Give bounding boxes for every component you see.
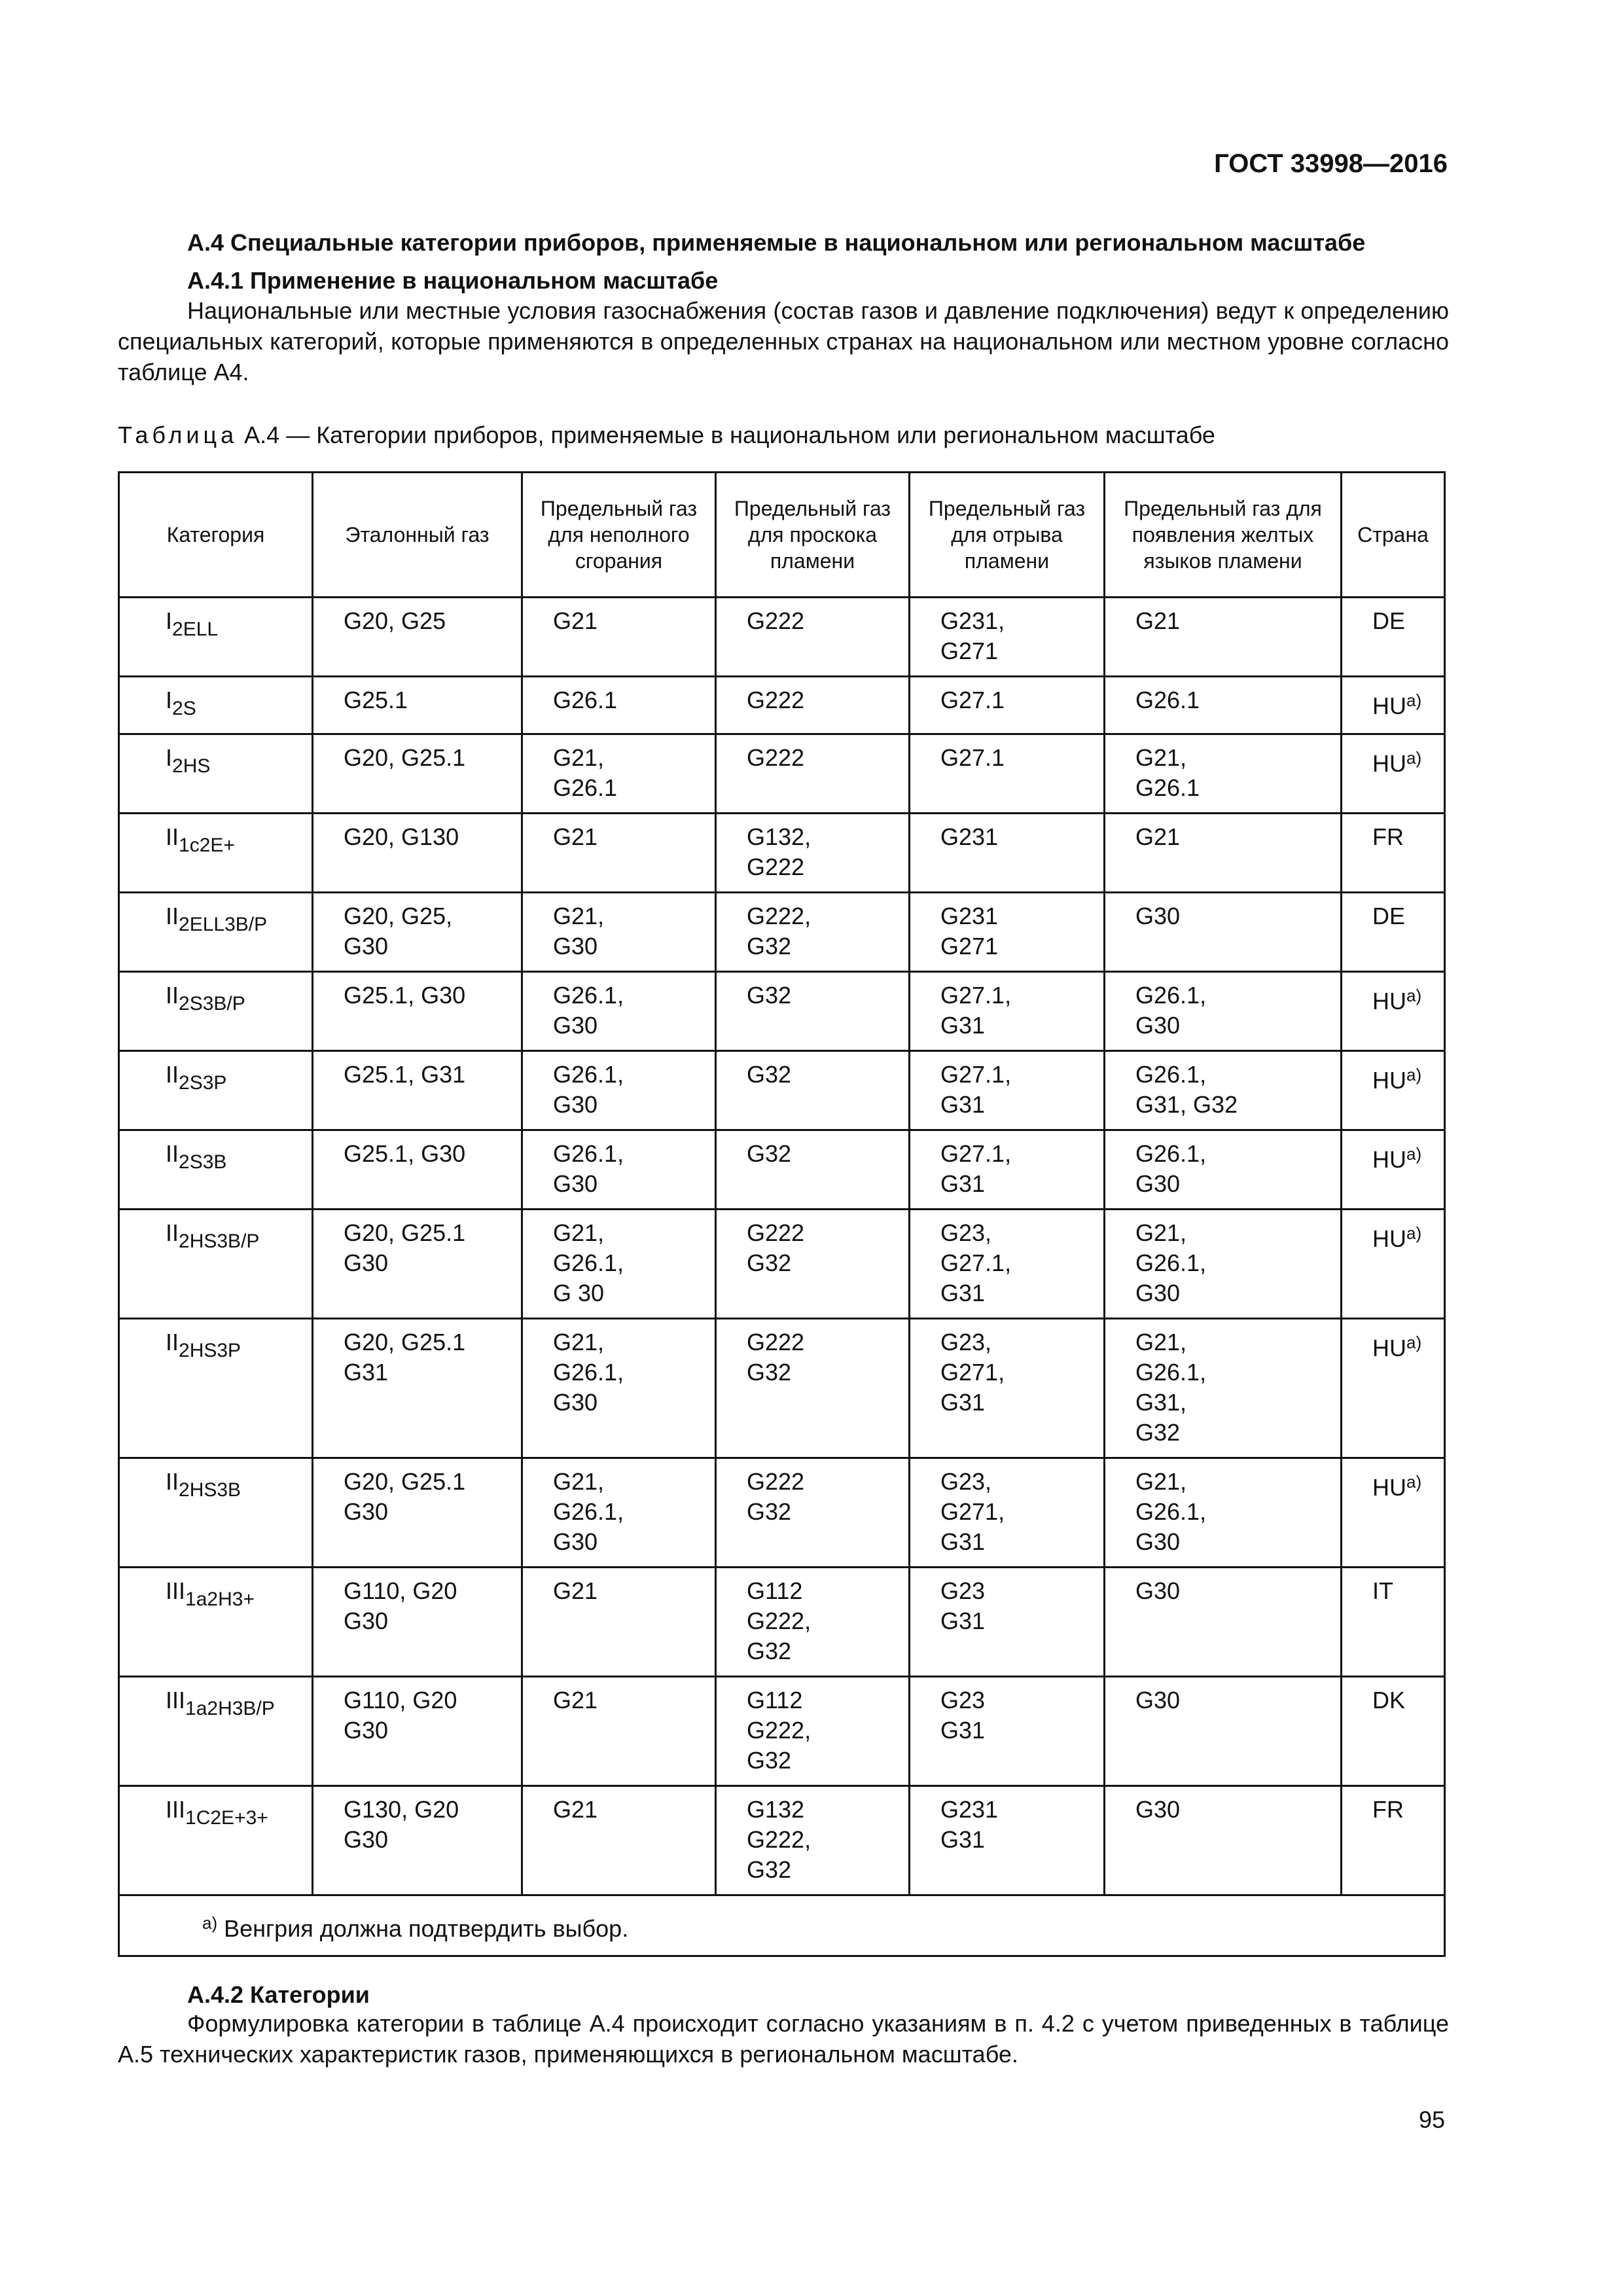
cell-light-back: G222 xyxy=(716,734,910,814)
cell-yellow-tipping: G21, G26.1, G30 xyxy=(1105,1210,1342,1319)
section-a42-heading: А.4.2 Категории xyxy=(187,1981,370,2008)
cell-country xyxy=(1342,1786,1445,1895)
cell-light-back: G132, G222 xyxy=(716,814,910,893)
cell-country xyxy=(1342,734,1445,814)
cell-light-back: G222 xyxy=(716,677,910,734)
cell-reference-gas: G20, G25.1 xyxy=(313,734,522,814)
cell-yellow-tipping: G21 xyxy=(1105,814,1342,893)
cell-flame-lift: G231 G31 xyxy=(910,1786,1105,1895)
header-incomplete-combustion: Предельный газ для неполного сгорания xyxy=(522,473,716,598)
cell-light-back: G32 xyxy=(716,972,910,1051)
table-note-row xyxy=(119,1895,1445,1956)
cell-light-back: G222, G32 xyxy=(716,893,910,972)
cell-yellow-tipping: G21, G26.1, G31, G32 xyxy=(1105,1319,1342,1458)
header-yellow-tipping: Предельный газ для появления желтых языков пламени xyxy=(1105,473,1342,598)
cell-category xyxy=(119,893,313,972)
category-main: II xyxy=(166,1219,179,1246)
cell-reference-gas: G25.1, G31 xyxy=(313,1051,522,1130)
table-caption-word: Таблица xyxy=(118,422,238,448)
category-subscript: 2S xyxy=(172,698,196,719)
category-main: I xyxy=(166,687,173,713)
cell-incomplete-combustion: G26.1, G30 xyxy=(522,1051,716,1130)
cell-incomplete-combustion: G21, G30 xyxy=(522,893,716,972)
table-header-row xyxy=(119,473,1445,598)
cell-country xyxy=(1342,814,1445,893)
cell-yellow-tipping: G30 xyxy=(1105,1786,1342,1895)
cell-category xyxy=(119,972,313,1051)
cell-country xyxy=(1342,1210,1445,1319)
country-code: DE xyxy=(1372,607,1406,634)
cell-yellow-tipping: G26.1, G31, G32 xyxy=(1105,1051,1342,1130)
footnote-marker: a) xyxy=(1406,748,1422,768)
category-subscript: 1C2E+3+ xyxy=(185,1807,268,1829)
note-marker: a) xyxy=(202,1912,218,1933)
cell-yellow-tipping: G30 xyxy=(1105,893,1342,972)
cell-reference-gas: G20, G25, G30 xyxy=(313,893,522,972)
cell-reference-gas: G25.1 xyxy=(313,677,522,734)
country-code: DE xyxy=(1372,903,1406,929)
table-row xyxy=(119,598,1445,677)
table-row xyxy=(119,814,1445,893)
table-row xyxy=(119,734,1445,814)
category-main: I xyxy=(166,744,173,771)
table-row xyxy=(119,1319,1445,1458)
category-main: II xyxy=(166,823,179,850)
cell-country xyxy=(1342,1319,1445,1458)
country-code: HU xyxy=(1372,1146,1406,1173)
category-main: II xyxy=(166,1468,179,1495)
cell-category xyxy=(119,734,313,814)
cell-yellow-tipping: G21 xyxy=(1105,598,1342,677)
categories-table xyxy=(118,471,1446,1957)
table-caption xyxy=(118,420,1449,450)
table-note xyxy=(119,1895,1445,1956)
category-subscript: 2S3P xyxy=(179,1072,227,1094)
cell-country xyxy=(1342,1677,1445,1786)
footnote-marker: a) xyxy=(1406,691,1422,710)
category-main: III xyxy=(166,1687,186,1713)
table-row xyxy=(119,1786,1445,1895)
cell-incomplete-combustion: G21 xyxy=(522,1568,716,1677)
cell-category xyxy=(119,1319,313,1458)
header-country: Страна xyxy=(1342,473,1445,598)
cell-reference-gas: G130, G20 G30 xyxy=(313,1786,522,1895)
country-code: IT xyxy=(1372,1577,1393,1604)
cell-flame-lift: G27.1, G31 xyxy=(910,1051,1105,1130)
table-row xyxy=(119,1677,1445,1786)
footnote-marker: a) xyxy=(1406,1333,1422,1352)
cell-light-back: G222 G32 xyxy=(716,1319,910,1458)
cell-country xyxy=(1342,972,1445,1051)
country-code: DK xyxy=(1372,1687,1406,1713)
section-a42-paragraph: Формулировка категории в таблице А.4 происходит согласно указаниям в п. 4.2 с учетом приведенных в таблице А.5 технических характеристик газов, применяющихся в региональном масштабе. xyxy=(118,2010,1449,2068)
header-flame-lift: Предельный газ для отрыва пламени xyxy=(910,473,1105,598)
category-subscript: 2HS3P xyxy=(179,1340,241,1361)
cell-yellow-tipping: G21, G26.1, G30 xyxy=(1105,1458,1342,1568)
cell-reference-gas: G20, G25.1 G30 xyxy=(313,1210,522,1319)
cell-category xyxy=(119,1677,313,1786)
category-subscript: 1a2H3B/P xyxy=(185,1698,275,1719)
cell-light-back: G222 G32 xyxy=(716,1458,910,1568)
cell-country xyxy=(1342,1130,1445,1210)
note-text: Венгрия должна подтвердить выбор. xyxy=(217,1914,629,1942)
cell-light-back: G32 xyxy=(716,1130,910,1210)
cell-flame-lift: G23, G271, G31 xyxy=(910,1458,1105,1568)
cell-reference-gas: G25.1, G30 xyxy=(313,1130,522,1210)
table-row xyxy=(119,1568,1445,1677)
cell-incomplete-combustion: G21 xyxy=(522,814,716,893)
cell-flame-lift: G27.1, G31 xyxy=(910,1130,1105,1210)
category-main: III xyxy=(166,1796,186,1823)
cell-category xyxy=(119,1458,313,1568)
cell-yellow-tipping: G26.1, G30 xyxy=(1105,1130,1342,1210)
cell-reference-gas: G25.1, G30 xyxy=(313,972,522,1051)
cell-flame-lift: G231 xyxy=(910,814,1105,893)
table-row xyxy=(119,893,1445,972)
cell-reference-gas: G110, G20 G30 xyxy=(313,1568,522,1677)
cell-flame-lift: G231 G271 xyxy=(910,893,1105,972)
header-light-back: Предельный газ для проскока пламени xyxy=(716,473,910,598)
cell-incomplete-combustion: G26.1, G30 xyxy=(522,972,716,1051)
footnote-marker: a) xyxy=(1406,1223,1422,1243)
cell-category xyxy=(119,1130,313,1210)
cell-category xyxy=(119,1210,313,1319)
cell-yellow-tipping: G26.1, G30 xyxy=(1105,972,1342,1051)
country-code: HU xyxy=(1372,1067,1406,1094)
category-main: II xyxy=(166,903,179,929)
cell-flame-lift: G27.1 xyxy=(910,734,1105,814)
footnote-marker: a) xyxy=(1406,1472,1422,1492)
cell-incomplete-combustion: G21, G26.1, G 30 xyxy=(522,1210,716,1319)
table-row xyxy=(119,972,1445,1051)
country-code: FR xyxy=(1372,1796,1404,1823)
category-main: II xyxy=(166,1329,179,1355)
header-category: Категория xyxy=(119,473,313,598)
cell-flame-lift: G23 G31 xyxy=(910,1568,1105,1677)
section-a4-heading: А.4 Специальные категории приборов, применяемые в национальном или региональном масштабе xyxy=(187,229,1366,256)
header-reference-gas: Эталонный газ xyxy=(313,473,522,598)
table-row xyxy=(119,1130,1445,1210)
cell-incomplete-combustion: G21 xyxy=(522,598,716,677)
category-main: I xyxy=(166,607,173,634)
cell-light-back: G222 G32 xyxy=(716,1210,910,1319)
cell-reference-gas: G20, G25.1 G31 xyxy=(313,1319,522,1458)
country-code: HU xyxy=(1372,692,1406,719)
footnote-marker: a) xyxy=(1406,1065,1422,1085)
table-row xyxy=(119,677,1445,734)
category-subscript: 2HS3B xyxy=(179,1479,241,1501)
cell-reference-gas: G20, G130 xyxy=(313,814,522,893)
table-row xyxy=(119,1051,1445,1130)
country-code: HU xyxy=(1372,1225,1406,1252)
category-main: II xyxy=(166,1061,179,1088)
footnote-marker: a) xyxy=(1406,1144,1422,1164)
category-subscript: 1a2H3+ xyxy=(185,1588,255,1610)
country-code: HU xyxy=(1372,988,1406,1014)
category-subscript: 2S3B xyxy=(179,1151,227,1173)
category-subscript: 1c2E+ xyxy=(179,834,235,856)
section-a41-paragraph: Национальные или местные условия газоснабжения (состав газов и давление подключения) ведут к определению специальных категорий, которые применяются в определенных странах на национальном или местном уровне согласно таблице А4. xyxy=(118,297,1449,386)
cell-yellow-tipping: G30 xyxy=(1105,1568,1342,1677)
cell-incomplete-combustion: G26.1 xyxy=(522,677,716,734)
category-main: III xyxy=(166,1577,186,1604)
cell-yellow-tipping: G30 xyxy=(1105,1677,1342,1786)
table-body xyxy=(119,598,1445,1895)
cell-country xyxy=(1342,598,1445,677)
cell-category xyxy=(119,1786,313,1895)
cell-country xyxy=(1342,1458,1445,1568)
cell-light-back: G112 G222, G32 xyxy=(716,1677,910,1786)
country-code: HU xyxy=(1372,750,1406,777)
category-subscript: 2HS3B/P xyxy=(179,1230,260,1252)
category-subscript: 2HS xyxy=(172,755,211,777)
document-id: ГОСТ 33998—2016 xyxy=(1214,149,1448,178)
table-caption-text: А.4 — Категории приборов, применяемые в национальном или региональном масштабе xyxy=(238,422,1215,448)
cell-category xyxy=(119,1051,313,1130)
country-code: HU xyxy=(1372,1335,1406,1361)
cell-category xyxy=(119,598,313,677)
cell-incomplete-combustion: G21, G26.1, G30 xyxy=(522,1458,716,1568)
cell-yellow-tipping: G21, G26.1 xyxy=(1105,734,1342,814)
category-main: II xyxy=(166,982,179,1009)
cell-incomplete-combustion: G21, G26.1 xyxy=(522,734,716,814)
category-main: II xyxy=(166,1140,179,1167)
cell-country xyxy=(1342,1568,1445,1677)
table-row xyxy=(119,1210,1445,1319)
cell-flame-lift: G231, G271 xyxy=(910,598,1105,677)
category-subscript: 2ELL3B/P xyxy=(179,914,268,935)
cell-incomplete-combustion: G26.1, G30 xyxy=(522,1130,716,1210)
cell-incomplete-combustion: G21, G26.1, G30 xyxy=(522,1319,716,1458)
cell-flame-lift: G23, G271, G31 xyxy=(910,1319,1105,1458)
cell-yellow-tipping: G26.1 xyxy=(1105,677,1342,734)
cell-country xyxy=(1342,1051,1445,1130)
cell-flame-lift: G23, G27.1, G31 xyxy=(910,1210,1105,1319)
cell-light-back: G222 xyxy=(716,598,910,677)
cell-country xyxy=(1342,677,1445,734)
country-code: HU xyxy=(1372,1474,1406,1501)
table-row xyxy=(119,1458,1445,1568)
cell-reference-gas: G110, G20 G30 xyxy=(313,1677,522,1786)
cell-incomplete-combustion: G21 xyxy=(522,1786,716,1895)
cell-category xyxy=(119,677,313,734)
category-subscript: 2S3B/P xyxy=(179,993,245,1014)
cell-incomplete-combustion: G21 xyxy=(522,1677,716,1786)
cell-light-back: G32 xyxy=(716,1051,910,1130)
cell-flame-lift: G23 G31 xyxy=(910,1677,1105,1786)
table-container xyxy=(118,471,1444,1957)
page-number: 95 xyxy=(1418,2106,1445,2133)
cell-reference-gas: G20, G25.1 G30 xyxy=(313,1458,522,1568)
cell-country xyxy=(1342,893,1445,972)
footnote-marker: a) xyxy=(1406,986,1422,1005)
cell-category xyxy=(119,1568,313,1677)
section-a41-heading: А.4.1 Применение в национальном масштабе xyxy=(187,267,719,294)
cell-flame-lift: G27.1, G31 xyxy=(910,972,1105,1051)
cell-light-back: G112 G222, G32 xyxy=(716,1568,910,1677)
cell-category xyxy=(119,814,313,893)
cell-reference-gas: G20, G25 xyxy=(313,598,522,677)
category-subscript: 2ELL xyxy=(172,619,219,640)
cell-flame-lift: G27.1 xyxy=(910,677,1105,734)
country-code: FR xyxy=(1372,823,1404,850)
cell-light-back: G132 G222, G32 xyxy=(716,1786,910,1895)
